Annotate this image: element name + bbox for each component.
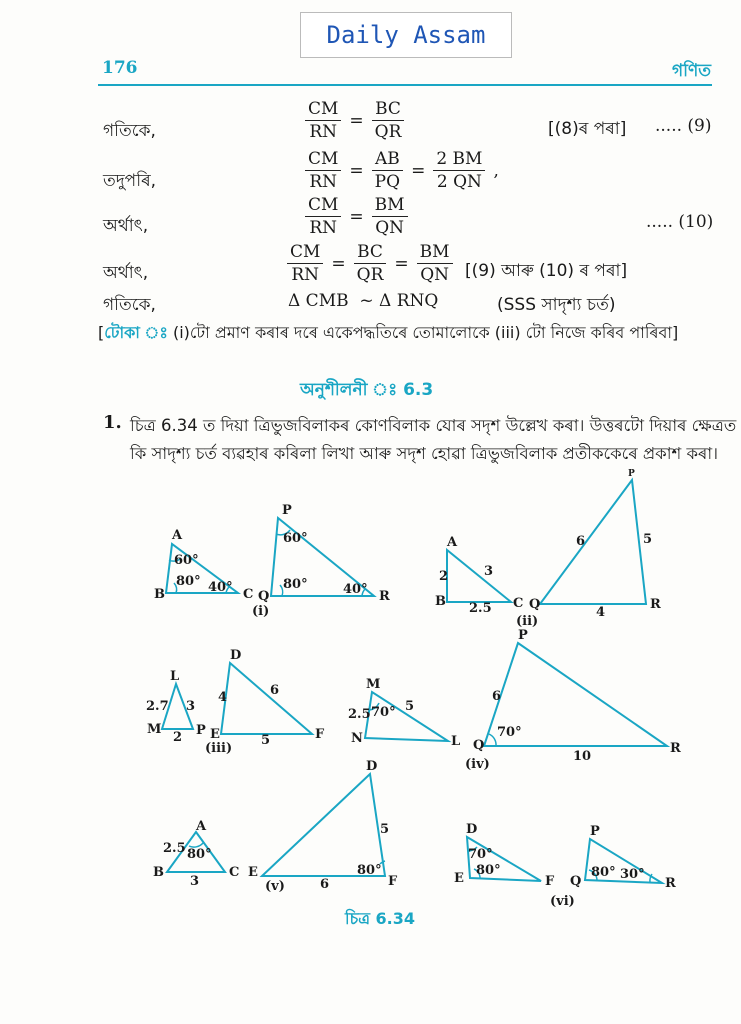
vertex-label: A xyxy=(196,819,207,834)
question-number: 1. xyxy=(103,412,122,433)
vertex-label: E xyxy=(210,727,220,742)
side-label: 6 xyxy=(320,877,330,892)
sublabel: (i) xyxy=(252,604,270,619)
side-label: 6 xyxy=(576,534,586,549)
sublabel: (v) xyxy=(265,879,285,894)
side-label: 4 xyxy=(218,690,228,705)
vertex-label: P xyxy=(628,469,635,479)
side-label: 5 xyxy=(405,699,415,714)
fraction: $\frac{CM}{RN}$ xyxy=(305,194,341,239)
vertex-label: Q xyxy=(258,589,270,604)
side-label: 6 xyxy=(270,683,280,698)
side-label: 2.5 xyxy=(469,601,492,616)
fraction: $\frac{AB}{PQ}$ xyxy=(372,148,403,193)
vertex-label: R xyxy=(665,876,676,891)
page-subject: গণিত xyxy=(672,61,712,81)
vertex-label: D xyxy=(466,822,478,837)
sublabel: (iii) xyxy=(205,741,233,756)
side-label: 10 xyxy=(573,749,592,764)
sublabel: (ii) xyxy=(516,614,539,629)
vertex-label: B xyxy=(153,865,164,880)
vertex-label: A xyxy=(447,535,458,550)
question-line-2: কি সাদৃশ্য চৰ্ত ব্যৱহাৰ কৰিলা লিখা আৰু সদৃশ হোৱা ত্ৰিভুজবিলাক প্ৰতীককেৰে প্ৰকাশ কৰা। xyxy=(130,444,719,463)
vertex-label: C xyxy=(229,865,240,880)
vertex-label: L xyxy=(451,734,461,749)
fraction: $\frac{CM}{RN}$ xyxy=(287,241,323,286)
vertex-label: Q xyxy=(529,597,541,612)
proof-ref-5: (SSS সাদৃশ্য চৰ্ত) xyxy=(497,295,616,315)
angle-label: 60° xyxy=(174,553,199,568)
angle-label: 80° xyxy=(476,863,501,878)
triangle-v-def xyxy=(262,774,385,876)
side-label: 6 xyxy=(492,689,502,704)
side-label: 3 xyxy=(190,874,200,889)
triangle-ii-pqr xyxy=(540,480,646,604)
fraction: $\frac{CM}{RN}$ xyxy=(305,148,341,193)
vertex-label: M xyxy=(366,677,381,692)
vertex-label: P xyxy=(282,503,292,518)
proof-word-3: অৰ্থাৎ, xyxy=(103,216,149,236)
note: [টোকা ঃ (i)টো প্ৰমাণ কৰাৰ দৰে একেপদ্ধতিৰে তোমালোকে (iii) টো নিজে কৰিব পাৰিবা] xyxy=(98,323,679,342)
equation-2: $\frac{CM}{RN}$ = $\frac{AB}{PQ}$ = $\frac{2 BM}{2 QN}$ , xyxy=(305,148,499,193)
angle-label: 30° xyxy=(620,867,645,882)
vertex-label: A xyxy=(172,528,183,543)
proof-word-5: গতিকে, xyxy=(103,295,156,315)
proof-word-2: তদুপৰি, xyxy=(103,171,157,191)
vertex-label: E xyxy=(248,865,258,880)
sublabel: (vi) xyxy=(550,894,575,909)
side-label: 5 xyxy=(643,532,653,547)
side-label: 5 xyxy=(261,733,271,748)
angle-label: 80° xyxy=(176,574,201,589)
angle-label: 40° xyxy=(343,582,368,597)
angle-label: 80° xyxy=(283,577,308,592)
watermark-stamp: Daily Assam xyxy=(300,12,512,58)
vertex-label: B xyxy=(154,587,165,602)
fraction: $\frac{2 BM}{2 QN}$ xyxy=(433,148,485,193)
vertex-label: P xyxy=(590,824,600,839)
figure-caption: চিত্ৰ 6.34 xyxy=(345,909,416,928)
page-number: 176 xyxy=(102,58,138,78)
vertex-label: F xyxy=(545,874,555,889)
angle-label: 40° xyxy=(208,580,233,595)
angle-label: 80° xyxy=(187,847,212,862)
side-label: 2 xyxy=(173,730,183,745)
vertex-label: C xyxy=(243,587,254,602)
vertex-label: E xyxy=(454,871,464,886)
side-label: 2 xyxy=(439,569,449,584)
proof-ref-1: [(8)ৰ পৰা] xyxy=(548,119,627,139)
vertex-label: D xyxy=(230,648,242,663)
vertex-label: M xyxy=(147,722,162,737)
vertex-label: B xyxy=(435,594,446,609)
triangle-iii-def xyxy=(221,663,312,734)
angle-arc xyxy=(489,734,496,746)
fraction: $\frac{BC}{QR}$ xyxy=(372,98,405,143)
exercise-title: অনুশীলনী ঃ 6.3 xyxy=(300,380,434,400)
vertex-label: F xyxy=(315,727,325,742)
equation-tag-10: ..... (10) xyxy=(646,212,714,232)
note-text: (i)টো প্ৰমাণ কৰাৰ দৰে একেপদ্ধতিৰে তোমালোকে (iii) টো নিজে কৰিব পাৰিবা] xyxy=(167,323,679,342)
equation-tag-9: ..... (9) xyxy=(655,116,712,136)
angle-label: 70° xyxy=(468,847,493,862)
side-label: 5 xyxy=(380,822,390,837)
sublabel: (iv) xyxy=(465,757,490,772)
vertex-label: R xyxy=(379,589,390,604)
vertex-label: R xyxy=(650,597,661,612)
side-label: 2.5 xyxy=(348,707,371,722)
angle-label: 70° xyxy=(497,725,522,740)
vertex-label: P xyxy=(518,628,528,643)
equation-4: $\frac{CM}{RN}$ = $\frac{BC}{QR}$ = $\frac{BM}{QN}$ xyxy=(287,241,453,286)
side-label: 2.7 xyxy=(146,699,169,714)
vertex-label: N xyxy=(351,731,363,746)
proof-ref-4: [(9) আৰু (10) ৰ পৰা] xyxy=(465,261,628,281)
side-label: 3 xyxy=(484,564,494,579)
vertex-label: D xyxy=(366,759,378,774)
fraction: $\frac{BM}{QN}$ xyxy=(372,194,408,239)
vertex-label: R xyxy=(670,741,681,756)
question-line-1: চিত্ৰ 6.34 ত দিয়া ত্ৰিভুজবিলাকৰ কোণবিলাক যোৰ সদৃশ উল্লেখ কৰা। উত্তৰটো দিয়াৰ ক্ষেত্ৰত xyxy=(130,416,737,435)
note-label: টোকা ঃ xyxy=(104,323,168,342)
angle-label: 60° xyxy=(283,531,308,546)
angle-label: 70° xyxy=(371,705,396,720)
equation-1: $\frac{CM}{RN}$ = $\frac{BC}{QR}$ xyxy=(305,98,404,143)
side-label: 2.5 xyxy=(163,841,186,856)
side-label: 3 xyxy=(186,699,196,714)
angle-label: 80° xyxy=(591,865,616,880)
vertex-label: P xyxy=(196,723,206,738)
vertex-label: L xyxy=(170,669,180,684)
similarity-statement: Δ CMB ~ Δ RNQ xyxy=(288,291,439,311)
fraction: $\frac{BM}{QN}$ xyxy=(417,241,453,286)
proof-word-1: গতিকে, xyxy=(103,121,156,141)
vertex-label: C xyxy=(513,596,524,611)
vertex-label: F xyxy=(388,874,398,889)
triangle-ii-abc xyxy=(447,550,511,602)
vertex-label: Q xyxy=(570,874,582,889)
fraction: $\frac{BC}{QR}$ xyxy=(354,241,387,286)
vertex-label: Q xyxy=(473,738,485,753)
fraction: $\frac{CM}{RN}$ xyxy=(305,98,341,143)
proof-word-4: অৰ্থাৎ, xyxy=(103,263,149,283)
side-label: 4 xyxy=(596,605,606,620)
equation-3: $\frac{CM}{RN}$ = $\frac{BM}{QN}$ xyxy=(305,194,408,239)
angle-label: 80° xyxy=(357,863,382,878)
